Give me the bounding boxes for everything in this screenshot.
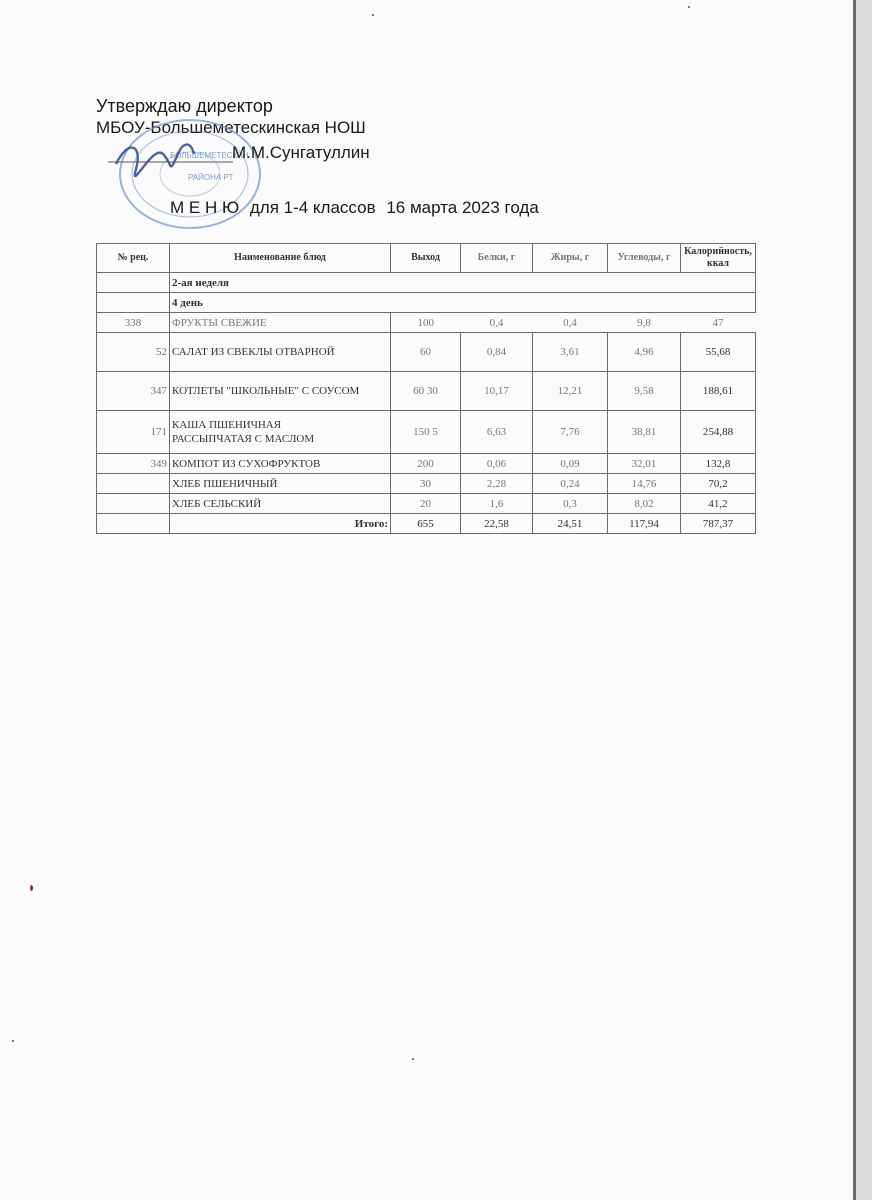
day-label: 4 день: [170, 293, 756, 313]
dish-name: ФРУКТЫ СВЕЖИЕ: [170, 313, 391, 333]
day-row: [97, 293, 756, 313]
table-header-row: [97, 244, 756, 273]
recipe-number: 347: [97, 372, 170, 411]
kcal-value: 188,61: [681, 372, 756, 411]
scan-speck: [372, 14, 374, 16]
carbs-value: 9,58: [608, 372, 681, 411]
carbs-value: 38,81: [608, 411, 681, 454]
total-row: [97, 514, 756, 534]
fat-value: 0,09: [533, 454, 608, 474]
svg-text:БОЛЬШЕМЕТЕСКИН: БОЛЬШЕМЕТЕСКИН: [170, 151, 249, 160]
scan-edge: [856, 0, 872, 1200]
kcal-value: 47: [712, 316, 724, 329]
dish-name: ХЛЕБ СЕЛЬСКИЙ: [170, 494, 391, 514]
menu-title: [170, 198, 545, 218]
kcal-value: 41,2: [681, 494, 756, 514]
yield-value: 20: [391, 494, 461, 514]
total-carbs: 117,94: [608, 514, 681, 534]
dish-name: КОТЛЕТЫ "ШКОЛЬНЫЕ" С СОУСОМ: [170, 372, 391, 411]
fat-value: 0,4: [563, 316, 577, 329]
total-label: Итого:: [170, 514, 391, 534]
dish-name-line-2: РАССЫПЧАТАЯ С МАСЛОМ: [172, 433, 315, 445]
recipe-number: [97, 494, 170, 514]
col-header-protein: Белки, г: [461, 244, 533, 273]
protein-value: 10,17: [461, 372, 533, 411]
yield-value: 100: [417, 316, 434, 329]
recipe-number: 338: [97, 313, 170, 333]
protein-value: 6,63: [461, 411, 533, 454]
carbs-value: 8,02: [608, 494, 681, 514]
total-protein: 22,58: [461, 514, 533, 534]
yield-value: 30: [391, 474, 461, 494]
signer-name: М.М.Сунгатуллин: [232, 143, 370, 162]
menu-date: 16 марта 2023 года: [386, 198, 539, 217]
col-header-recipe: № рец.: [97, 244, 170, 273]
yield-value: 200: [391, 454, 461, 474]
scan-speck: [412, 1058, 414, 1060]
table-row: [97, 494, 756, 514]
protein-value: 1,6: [461, 494, 533, 514]
fat-value: 0,3: [533, 494, 608, 514]
total-yield: 655: [391, 514, 461, 534]
menu-audience: для 1-4 классов: [249, 198, 376, 217]
protein-value: 0,4: [489, 316, 504, 329]
menu-table: [96, 243, 756, 534]
yield-value: 60: [391, 333, 461, 372]
dish-name-line-1: КАША ПШЕНИЧНАЯ: [172, 419, 282, 431]
total-kcal: 787,37: [681, 514, 756, 534]
kcal-value: 70,2: [681, 474, 756, 494]
menu-word: М Е Н Ю: [170, 198, 240, 217]
fat-value: 0,24: [533, 474, 608, 494]
recipe-number: 171: [97, 411, 170, 454]
col-header-fat: Жиры, г: [533, 244, 608, 273]
fat-value: 12,21: [533, 372, 608, 411]
svg-text:РАЙОНА РТ: РАЙОНА РТ: [188, 173, 234, 182]
yield-value: 60 30: [391, 372, 461, 411]
carbs-value: 14,76: [608, 474, 681, 494]
col-header-yield: Выход: [391, 244, 461, 273]
recipe-number: 52: [97, 333, 170, 372]
dish-name: [170, 411, 391, 454]
approval-heading: Утверждаю директор: [96, 96, 273, 116]
carbs-value: 9,8: [637, 316, 651, 329]
table-row: [97, 454, 756, 474]
col-header-carbs: Углеводы, г: [608, 244, 681, 273]
table-row: [97, 333, 756, 372]
kcal-value: 254,88: [681, 411, 756, 454]
carbs-value: 4,96: [608, 333, 681, 372]
protein-value: 0,84: [461, 333, 533, 372]
col-header-kcal: Калорийность, ккал: [681, 244, 756, 273]
scan-speck: [12, 1040, 14, 1042]
fat-value: 3,61: [533, 333, 608, 372]
yield-value: 150 5: [391, 411, 461, 454]
kcal-value: 132,8: [681, 454, 756, 474]
dish-name: КОМПОТ ИЗ СУХОФРУКТОВ: [170, 454, 391, 474]
carbs-value: 32,01: [608, 454, 681, 474]
protein-value: 0,06: [461, 454, 533, 474]
table-row: [97, 474, 756, 494]
dish-name: ХЛЕБ ПШЕНИЧНЫЙ: [170, 474, 391, 494]
dish-name: САЛАТ ИЗ СВЕКЛЫ ОТВАРНОЙ: [170, 333, 391, 372]
scan-speck: [30, 885, 33, 891]
recipe-number: [97, 474, 170, 494]
total-fat: 24,51: [533, 514, 608, 534]
table-row: [97, 411, 756, 454]
week-label: 2-ая неделя: [170, 273, 756, 293]
recipe-number: 349: [97, 454, 170, 474]
kcal-value: 55,68: [681, 333, 756, 372]
col-header-dish: Наименование блюд: [170, 244, 391, 273]
fat-value: 7,76: [533, 411, 608, 454]
week-row: [97, 273, 756, 293]
table-row: [97, 372, 756, 411]
protein-value: 2,28: [461, 474, 533, 494]
organization-name: МБОУ-Большеметескинская НОШ: [96, 118, 366, 137]
scan-speck: [688, 6, 690, 8]
table-row: [97, 313, 756, 333]
